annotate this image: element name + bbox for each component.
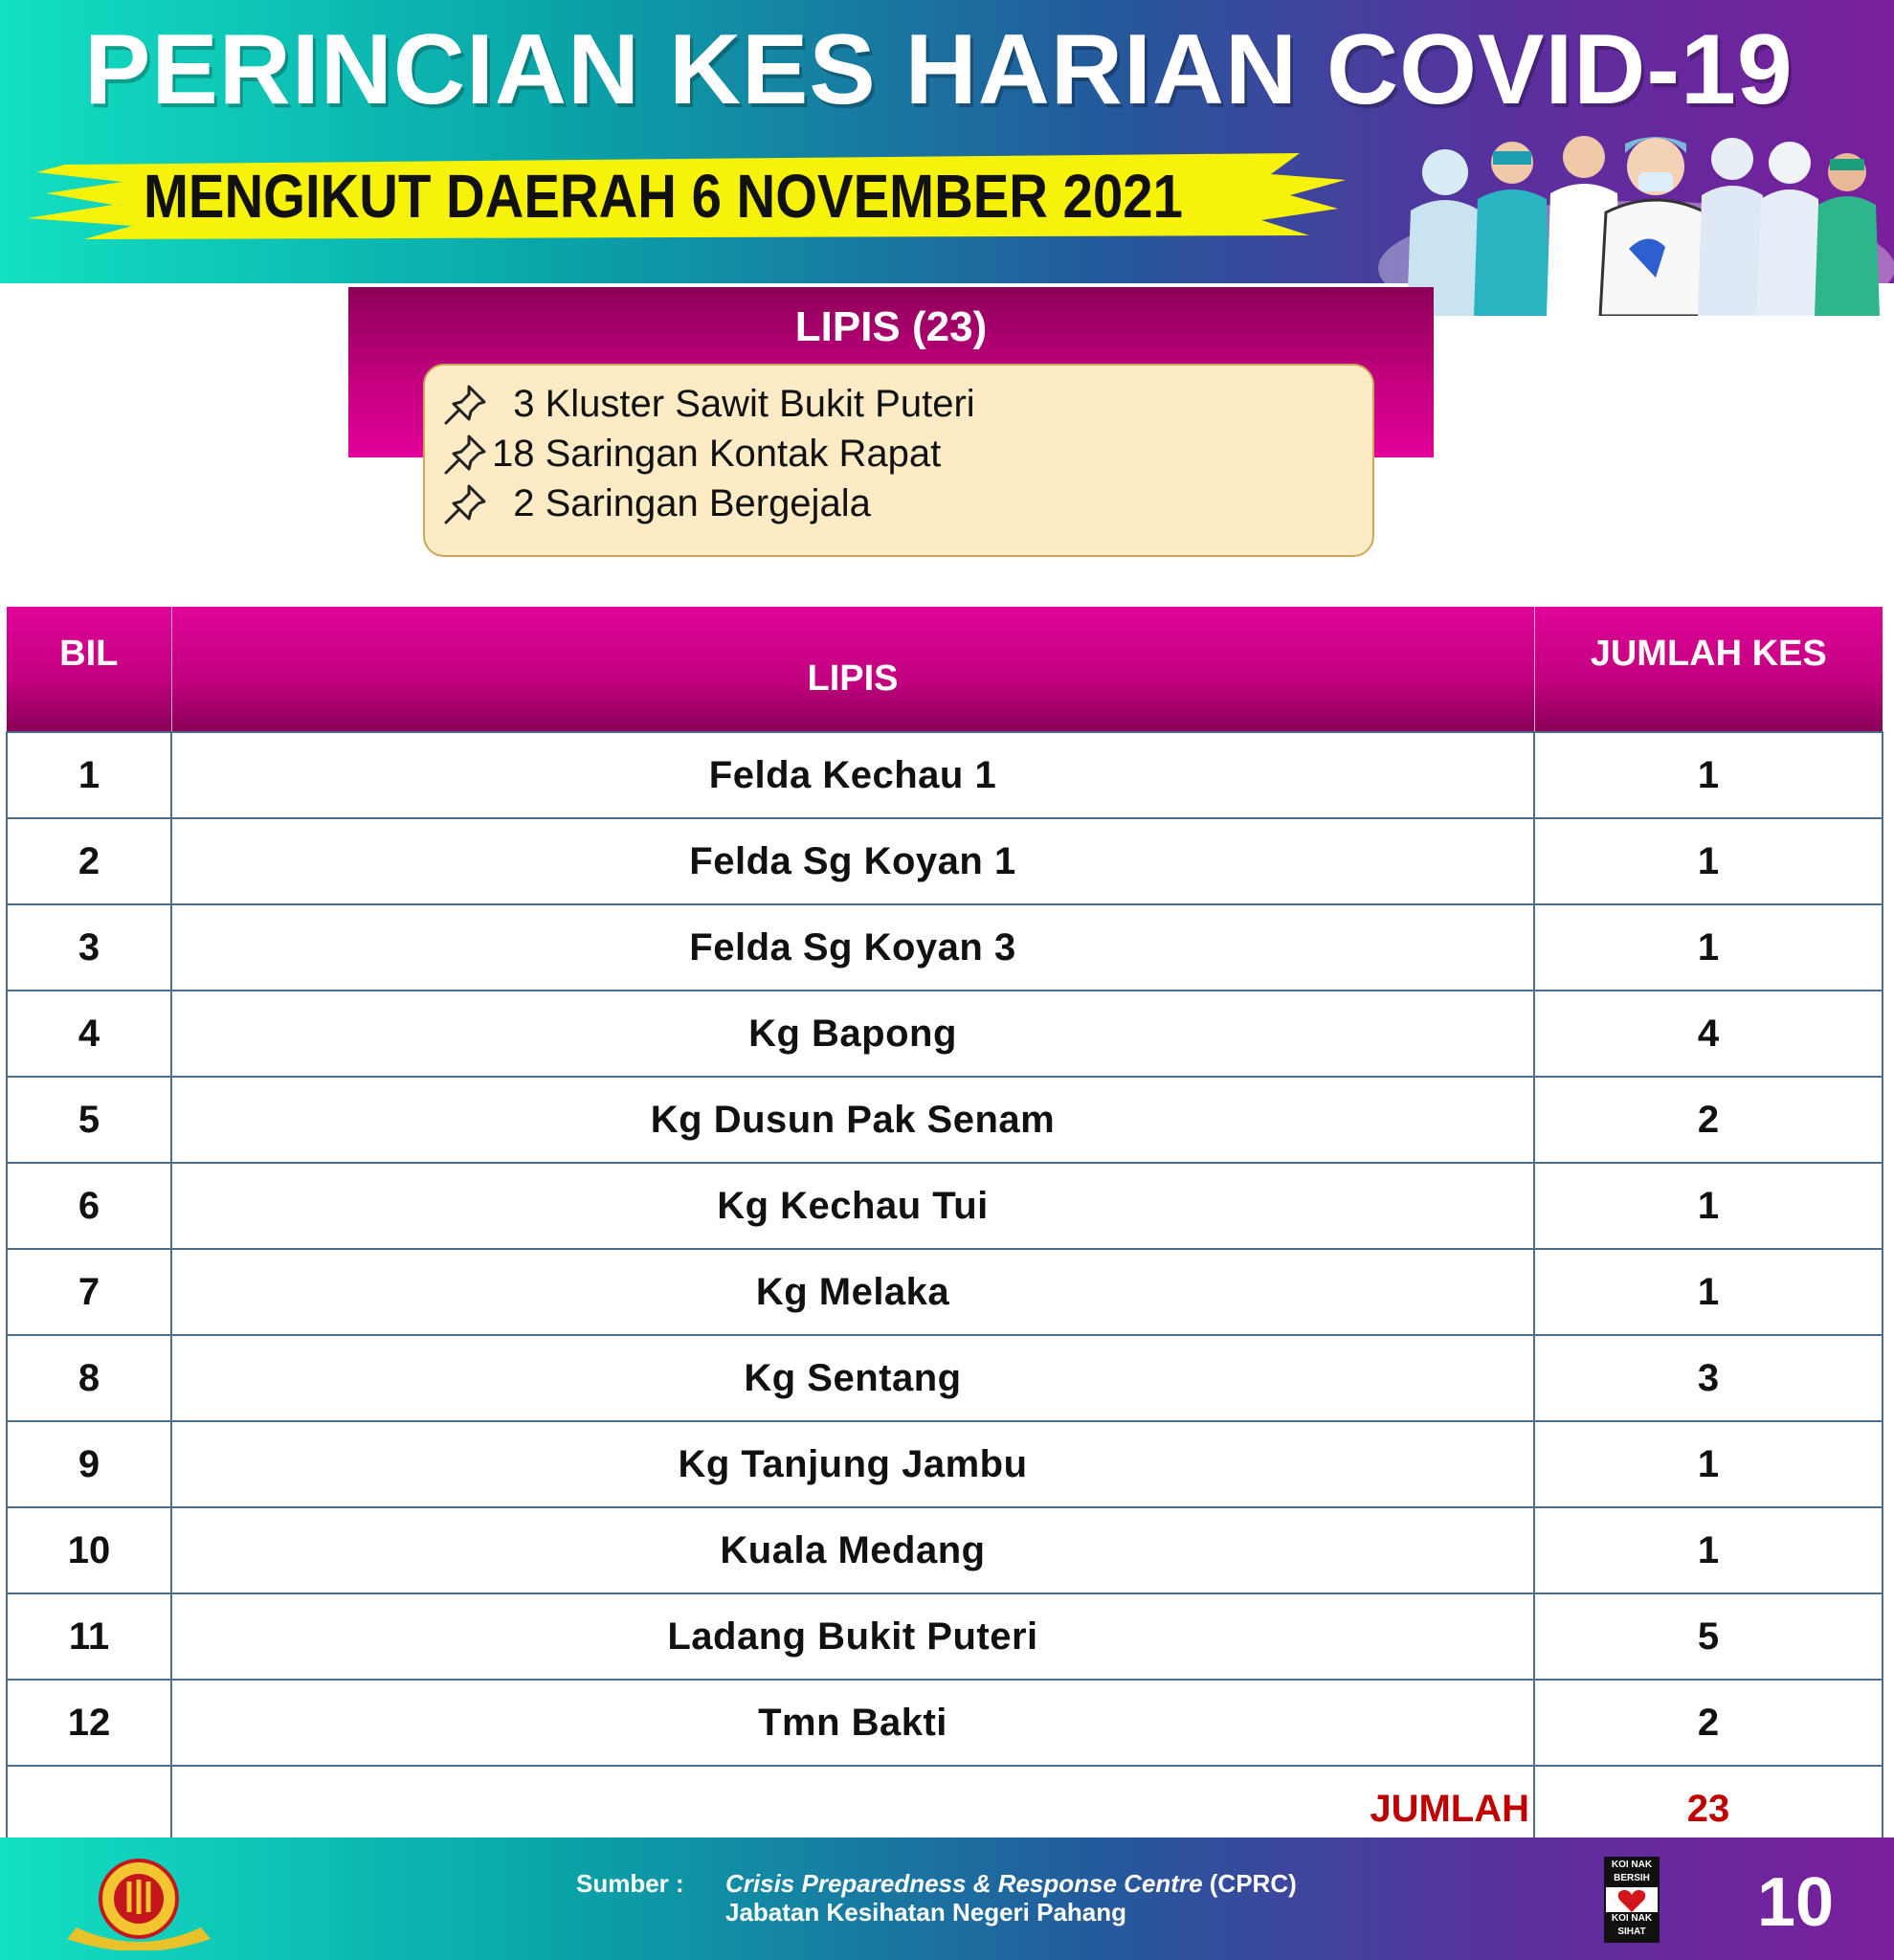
koi-badge-top-text: KOI NAK BERSIH (1606, 1859, 1658, 1887)
row-number: 2 (7, 818, 171, 904)
row-number: 4 (7, 991, 171, 1077)
table-header-row (7, 607, 1883, 732)
list-item-text: 18 Saringan Kontak Rapat (492, 433, 942, 475)
location-name: Kuala Medang (171, 1507, 1534, 1593)
footer-banner (0, 1838, 1894, 1960)
source-label: Sumber : (576, 1869, 684, 1898)
location-name: Felda Sg Koyan 1 (171, 818, 1534, 904)
table-row (7, 1421, 1883, 1507)
list-item (440, 479, 1359, 528)
row-number: 3 (7, 904, 171, 991)
row-number: 12 (7, 1680, 171, 1766)
case-count: 3 (1534, 1335, 1883, 1421)
row-number: 10 (7, 1507, 171, 1593)
koi-nak-sihat-badge (1604, 1857, 1660, 1943)
row-number: 11 (7, 1593, 171, 1680)
healthcare-workers-illustration (1378, 124, 1894, 316)
location-name: Kg Bapong (171, 991, 1534, 1077)
pushpin-icon (440, 480, 492, 526)
list-item-text: 2 Saringan Bergejala (492, 482, 871, 524)
table-row (7, 1507, 1883, 1593)
page-subtitle: MENGIKUT DAERAH 6 NOVEMBER 2021 (144, 162, 1183, 231)
table-row (7, 1335, 1883, 1421)
location-name: Kg Dusun Pak Senam (171, 1077, 1534, 1163)
source-organization-name: Crisis Preparedness & Response Centre (725, 1869, 1203, 1898)
case-count: 5 (1534, 1593, 1883, 1680)
source-organization-abbr: (CPRC) (1202, 1869, 1297, 1898)
case-count: 1 (1534, 1507, 1883, 1593)
case-count: 1 (1534, 1163, 1883, 1249)
district-summary-list (423, 364, 1374, 557)
table-row (7, 904, 1883, 991)
table-row (7, 732, 1883, 818)
table-row (7, 1249, 1883, 1335)
location-name: Felda Sg Koyan 3 (171, 904, 1534, 991)
location-name: Kg Tanjung Jambu (171, 1421, 1534, 1507)
row-number: 5 (7, 1077, 171, 1163)
source-department: Jabatan Kesihatan Negeri Pahang (725, 1898, 1127, 1927)
table-row (7, 1680, 1883, 1766)
case-count: 1 (1534, 1249, 1883, 1335)
table-row (7, 1593, 1883, 1680)
pushpin-icon (440, 381, 492, 427)
list-item (440, 379, 1359, 429)
jkn-logo-icon (57, 1853, 220, 1950)
list-item-text: 3 Kluster Sawit Bukit Puteri (492, 383, 975, 425)
total-value: 23 (1534, 1766, 1883, 1852)
column-header-lipis: LIPIS (171, 607, 1534, 732)
pushpin-icon (440, 431, 492, 477)
list-item (440, 429, 1359, 479)
case-count: 2 (1534, 1680, 1883, 1766)
table-row (7, 1077, 1883, 1163)
koi-badge-bottom-text: KOI NAK SIHAT (1606, 1912, 1658, 1941)
row-number: 1 (7, 732, 171, 818)
case-count: 1 (1534, 732, 1883, 818)
header-banner (0, 0, 1894, 283)
total-label: JUMLAH (171, 1766, 1534, 1852)
location-name: Kg Melaka (171, 1249, 1534, 1335)
cases-table (6, 607, 1883, 1853)
column-header-bil: BIL (7, 607, 171, 732)
row-number: 8 (7, 1335, 171, 1421)
location-name: Felda Kechau 1 (171, 732, 1534, 818)
case-count: 4 (1534, 991, 1883, 1077)
page-number: 10 (1757, 1864, 1835, 1941)
location-name: Kg Kechau Tui (171, 1163, 1534, 1249)
table-row (7, 991, 1883, 1077)
row-number: 6 (7, 1163, 171, 1249)
table-row (7, 1163, 1883, 1249)
row-number: 9 (7, 1421, 171, 1507)
case-count: 1 (1534, 904, 1883, 991)
page-title: PERINCIAN KES HARIAN COVID-19 (84, 14, 1794, 125)
case-count: 2 (1534, 1077, 1883, 1163)
location-name: Ladang Bukit Puteri (171, 1593, 1534, 1680)
column-header-jumlah-kes: JUMLAH KES (1534, 607, 1883, 732)
location-name: Tmn Bakti (171, 1680, 1534, 1766)
case-count: 1 (1534, 818, 1883, 904)
location-name: Kg Sentang (171, 1335, 1534, 1421)
case-count: 1 (1534, 1421, 1883, 1507)
source-organization (725, 1868, 1297, 1899)
row-number: 7 (7, 1249, 171, 1335)
district-summary-title: LIPIS (23) (794, 303, 988, 350)
table-row (7, 818, 1883, 904)
heart-icon (1616, 1888, 1647, 1913)
